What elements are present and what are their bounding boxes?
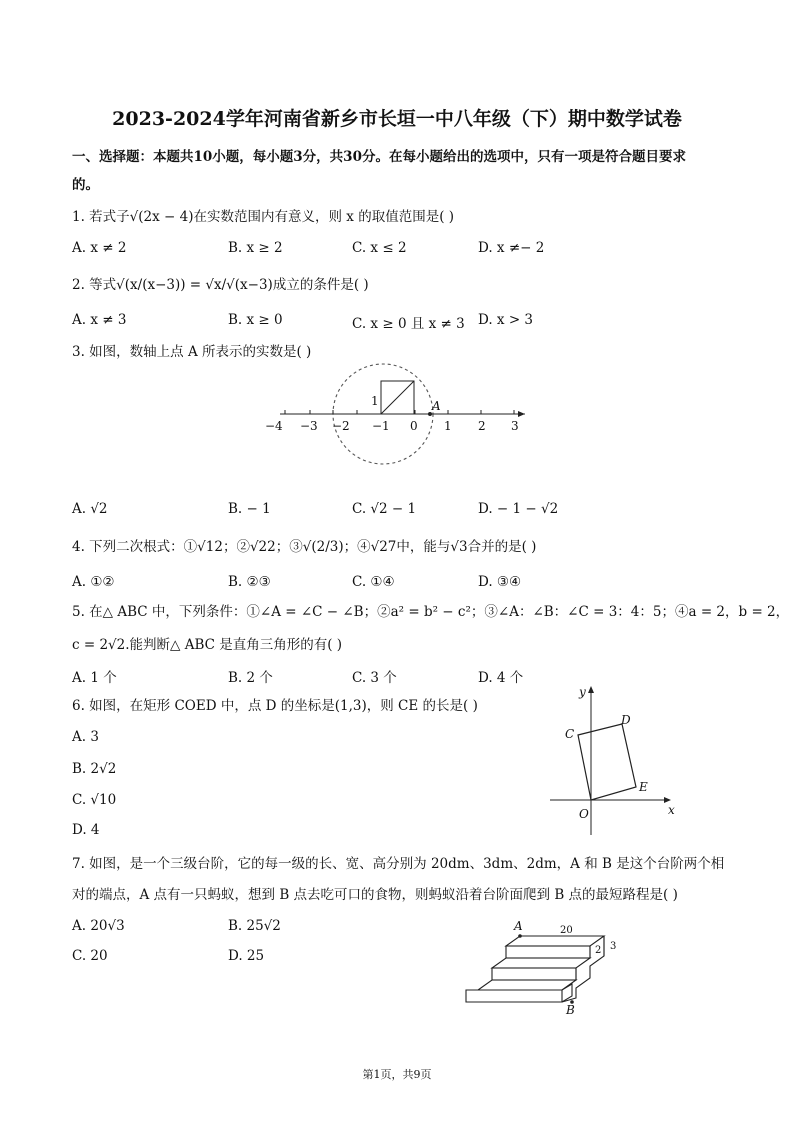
point-a-label: A: [514, 919, 523, 933]
tick-label: 0: [410, 419, 418, 433]
point-o-label: O: [579, 807, 589, 821]
q4-option-c: C. ①④: [352, 574, 395, 590]
q1-option-a: A. x ≠ 2: [72, 240, 127, 256]
q1-option-d: D. x ≠− 2: [478, 240, 545, 256]
point-a-label: A: [432, 399, 441, 413]
q6-stem: 6. 如图，在矩形 COED 中，点 D 的坐标是(1,3)，则 CE 的长是( ): [72, 698, 478, 714]
point-c-label: C: [565, 727, 575, 741]
section-heading-line2: 的。: [72, 177, 99, 193]
q7-line1: 7. 如图，是一个三级台阶，它的每一级的长、宽、高分别为 20dm、3dm、2dm，A 和 B 是这个台阶两个相: [72, 856, 725, 872]
page-footer: 第1页，共9页: [362, 1068, 432, 1081]
page-title: 2023-2024学年河南省新乡市长垣一中八年级（下）期中数学试卷: [112, 108, 682, 130]
height-label: 2: [595, 945, 602, 956]
section-heading-line1: 一、选择题：本题共10小题，每小题3分，共30分。在每小题给出的选项中，只有一项是符合题目要求: [72, 149, 686, 165]
number-line-figure: [260, 362, 530, 497]
q7-option-d: D. 25: [228, 948, 265, 964]
width-label: 3: [610, 941, 617, 952]
tick-label: −3: [300, 419, 318, 433]
q5-option-d: D. 4 个: [478, 670, 524, 686]
q5-option-b: B. 2 个: [228, 670, 273, 686]
q3-stem: 3. 如图，数轴上点 A 所表示的实数是( ): [72, 344, 312, 360]
q4-option-d: D. ③④: [478, 574, 522, 590]
length-label: 20: [560, 925, 573, 936]
q1-option-b: B. x ≥ 2: [228, 240, 283, 256]
q6-option-c: C. √10: [72, 792, 117, 808]
q3-option-a: A. √2: [72, 501, 108, 517]
q7-line2: 对的端点，A 点有一只蚂蚁，想到 B 点去吃可口的食物，则蚂蚁沿着台阶面爬到 B 点的最短路程是( ): [72, 887, 678, 903]
square-side-label: 1: [371, 394, 379, 408]
q6-option-b: B. 2√2: [72, 761, 117, 777]
q7-option-b: B. 25√2: [228, 918, 281, 934]
q5-line2: c = 2√2.能判断△ ABC 是直角三角形的有( ): [72, 637, 343, 653]
q3-option-d: D. − 1 − √2: [478, 501, 559, 517]
q2-option-b: B. x ≥ 0: [228, 312, 283, 328]
q4-option-b: B. ②③: [228, 574, 271, 590]
rectangle-coed-figure: [545, 680, 685, 838]
point-e-label: E: [639, 780, 648, 794]
tick-label: 1: [444, 419, 452, 433]
q6-option-d: D. 4: [72, 822, 100, 838]
q5-option-c: C. 3 个: [352, 670, 397, 686]
tick-label: −2: [332, 419, 350, 433]
tick-label: −1: [372, 419, 390, 433]
q3-option-c: C. √2 − 1: [352, 501, 417, 517]
q3-option-b: B. − 1: [228, 501, 271, 517]
q4-stem: 4. 下列二次根式：①√12；②√22；③√(2/3)；④√27中，能与√3合并的是( ): [72, 539, 537, 555]
tick-label: 3: [511, 419, 519, 433]
q5-option-a: A. 1 个: [72, 670, 117, 686]
q2-stem: 2. 等式√(x/(x−3)) = √x/√(x−3)成立的条件是( ): [72, 277, 369, 293]
q7-option-c: C. 20: [72, 948, 108, 964]
q2-option-d: D. x > 3: [478, 312, 534, 328]
axis-y-label: y: [579, 685, 586, 699]
q4-option-a: A. ①②: [72, 574, 115, 590]
q2-option-a: A. x ≠ 3: [72, 312, 127, 328]
q1-stem: 1. 若式子√(2x − 4)在实数范围内有意义，则 x 的取值范围是( ): [72, 209, 455, 225]
q1-option-c: C. x ≤ 2: [352, 240, 407, 256]
q6-option-a: A. 3: [72, 729, 99, 745]
axis-x-label: x: [668, 803, 675, 817]
q2-option-c: C. x ≥ 0 且 x ≠ 3: [352, 316, 465, 332]
point-b-label: B: [566, 1003, 575, 1016]
staircase-figure: [462, 918, 632, 1016]
q5-line1: 5. 在△ ABC 中，下列条件：①∠A = ∠C − ∠B；②a² = b² − c²；③∠A：∠B：∠C = 3：4：5；④a = 2，b = 2，: [72, 604, 790, 620]
point-d-label: D: [621, 713, 631, 727]
tick-label: −4: [265, 419, 283, 433]
tick-label: 2: [478, 419, 486, 433]
q7-option-a: A. 20√3: [72, 918, 125, 934]
